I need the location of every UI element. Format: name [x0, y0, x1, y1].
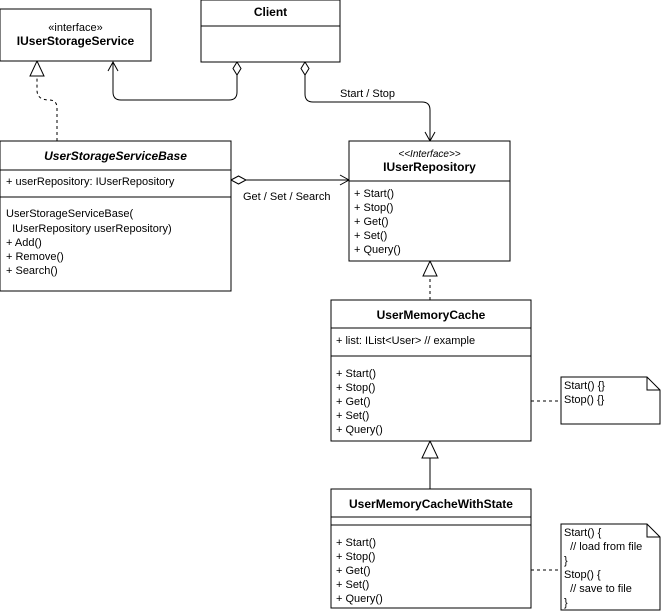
irepo-name: IUserRepository	[383, 160, 476, 174]
class-usermemorycache	[331, 300, 531, 441]
note1-line: Stop() {}	[564, 394, 605, 406]
base-attribute: + userRepository: IUserRepository	[6, 176, 175, 188]
cachestate-method: + Set()	[336, 579, 370, 591]
cachestate-method: + Get()	[336, 565, 371, 577]
irepo-method: + Get()	[354, 216, 389, 228]
cache-name: UserMemoryCache	[376, 308, 486, 322]
client-storage-association	[113, 62, 241, 100]
cache-method: + Stop()	[336, 382, 376, 394]
base-method: UserStorageServiceBase(	[6, 208, 134, 220]
base-name: UserStorageServiceBase	[44, 149, 187, 163]
base-method: + Add()	[6, 237, 42, 249]
note2-line: // save to file	[564, 583, 632, 595]
class-iuserrepository	[349, 141, 510, 261]
class-iuserstorageservice	[0, 9, 151, 61]
irepo-method: + Set()	[354, 230, 388, 242]
class-client	[201, 0, 340, 62]
get-set-search-label: Get / Set / Search	[243, 191, 331, 203]
irepo-stereotype: <<Interface>>	[398, 149, 461, 160]
client-name: Client	[253, 5, 288, 19]
class-usermemorycachewithstate	[331, 489, 531, 608]
cache-realization	[423, 261, 437, 300]
note2-line: }	[564, 555, 568, 567]
start-stop-label: Start / Stop	[340, 88, 396, 100]
base-method: IUserRepository userRepository)	[6, 223, 172, 235]
istorage-stereotype: «interface»	[48, 22, 103, 34]
base-repository-aggregation	[231, 176, 349, 203]
note1-line: Start() {}	[564, 380, 605, 392]
irepo-method: + Start()	[354, 188, 395, 200]
cache-generalization	[422, 441, 438, 489]
base-method: + Remove()	[6, 251, 64, 263]
class-userstorageservicebase	[0, 141, 231, 291]
cachestate-method: + Query()	[336, 593, 383, 605]
irepo-method: + Query()	[354, 244, 401, 256]
base-realization	[30, 61, 57, 141]
note2-line: Stop() {	[564, 569, 601, 581]
cachestate-method: + Start()	[336, 537, 377, 549]
cache-attribute: + list: IList<User> // example	[336, 335, 476, 347]
cache-method: + Set()	[336, 410, 370, 422]
base-method: + Search()	[6, 265, 58, 277]
client-repository-association	[301, 62, 430, 141]
istorage-name: IUserStorageService	[16, 34, 135, 48]
cache-method: + Start()	[336, 368, 377, 380]
cachestate-method: + Stop()	[336, 551, 376, 563]
note2-line: }	[564, 597, 568, 609]
cache-method: + Get()	[336, 396, 371, 408]
cachestate-name: UserMemoryCacheWithState	[349, 497, 513, 511]
note2-line: Start() {	[564, 527, 602, 539]
note-load-save	[561, 524, 660, 610]
note2-line: // load from file	[564, 541, 643, 553]
cache-method: + Query()	[336, 424, 383, 436]
irepo-method: + Stop()	[354, 202, 394, 214]
note-start-stop	[561, 377, 660, 424]
